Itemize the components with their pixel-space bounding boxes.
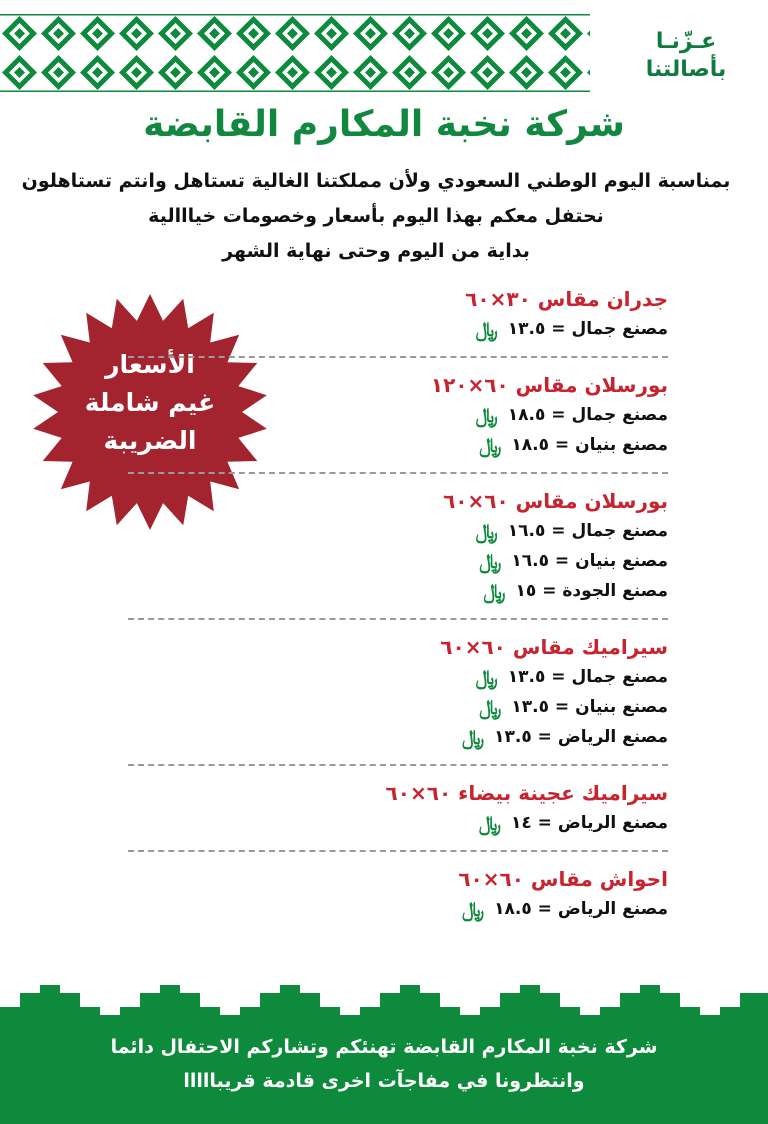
price-list: [108, 284, 668, 924]
price-text: مصنع جمال = ١٨.٥: [507, 405, 668, 425]
price-text: مصنع الرياض = ١٣.٥: [494, 727, 668, 747]
section-title: سيراميك عجينة بيضاء ٦٠×٦٠: [385, 781, 668, 805]
divider: [128, 850, 668, 852]
riyal-icon: ﷼: [483, 579, 506, 603]
price-row: [108, 314, 668, 344]
divider: [128, 618, 668, 620]
riyal-icon: ﷼: [475, 665, 498, 689]
riyal-icon: ﷼: [475, 403, 498, 427]
divider: [128, 356, 668, 358]
price-text: مصنع جمال = ١٣.٥: [507, 319, 668, 339]
riyal-icon: ﷼: [475, 519, 498, 543]
national-day-logo: [626, 28, 746, 90]
price-row: [108, 400, 668, 430]
riyal-icon: ﷼: [462, 725, 485, 749]
footer-line-1: شركة نخبة المكارم القابضة تهنئكم وتشاركم الاحتفال دائما: [110, 1036, 658, 1058]
intro-line-3: بداية من اليوم وحتى نهاية الشهر: [222, 240, 530, 262]
price-row: [108, 430, 668, 460]
section-porcelain-60x60: [108, 486, 668, 606]
intro-line-2: نحتفل معكم بهذا اليوم بأسعار وخصومات خيااالية: [148, 205, 604, 227]
riyal-icon: ﷼: [475, 317, 498, 341]
section-title: بورسلان مقاس ٦٠×٦٠: [443, 489, 668, 513]
price-text: مصنع جمال = ١٦.٥: [507, 521, 668, 541]
footer-message: [0, 1030, 768, 1098]
intro-text: [6, 164, 746, 269]
section-title: بورسلان مقاس ٦٠×١٢٠: [430, 373, 668, 397]
price-text: مصنع بنيان = ١٣.٥: [511, 697, 668, 717]
price-row: [108, 662, 668, 692]
badge-line-3: الضريبة: [103, 426, 197, 455]
section-walls-30x60: [108, 284, 668, 344]
price-text: مصنع بنيان = ١٨.٥: [511, 435, 668, 455]
section-title: جدران مقاس ٣٠×٦٠: [465, 287, 668, 311]
badge-line-1: الأسعار: [105, 350, 195, 379]
price-row: [108, 722, 668, 752]
section-yards-60x60: [108, 864, 668, 924]
riyal-icon: ﷼: [479, 695, 502, 719]
price-row: [108, 894, 668, 924]
price-text: مصنع بنيان = ١٦.٥: [511, 551, 668, 571]
divider: [128, 764, 668, 766]
price-text: مصنع جمال = ١٣.٥: [507, 667, 668, 687]
section-title: احواش مقاس ٦٠×٦٠: [458, 867, 668, 891]
price-row: [108, 546, 668, 576]
section-title: سيراميك مقاس ٦٠×٦٠: [440, 635, 668, 659]
riyal-icon: ﷼: [479, 549, 502, 573]
logo-line-2: بأصالتنا: [645, 57, 727, 82]
price-row: [108, 576, 668, 606]
riyal-icon: ﷼: [478, 811, 501, 835]
price-row: [108, 808, 668, 838]
logo-line-1: عـزّنـا: [655, 29, 717, 54]
company-title: شركة نخبة المكارم القابضة: [143, 104, 625, 145]
price-text: مصنع الجودة = ١٥: [515, 581, 668, 601]
price-text: مصنع الرياض = ١٨.٥: [494, 899, 668, 919]
divider: [128, 472, 668, 474]
footer-line-2: وانتظرونا في مفاجآت اخرى قادمة قريبااااا: [183, 1070, 585, 1092]
section-white-body-ceramic: [108, 778, 668, 838]
price-row: [108, 692, 668, 722]
badge-line-2: غيم شاملة: [84, 388, 216, 417]
price-row: [108, 516, 668, 546]
section-ceramic-60x60: [108, 632, 668, 752]
intro-line-1: بمناسبة اليوم الوطني السعودي ولأن مملكتنا الغالية تستاهل وانتم تستاهلون: [21, 170, 731, 192]
decorative-pattern-band: [0, 14, 590, 92]
section-porcelain-60x120: [108, 370, 668, 460]
riyal-icon: ﷼: [462, 897, 485, 921]
price-text: مصنع الرياض = ١٤: [510, 813, 668, 833]
riyal-icon: ﷼: [479, 433, 502, 457]
